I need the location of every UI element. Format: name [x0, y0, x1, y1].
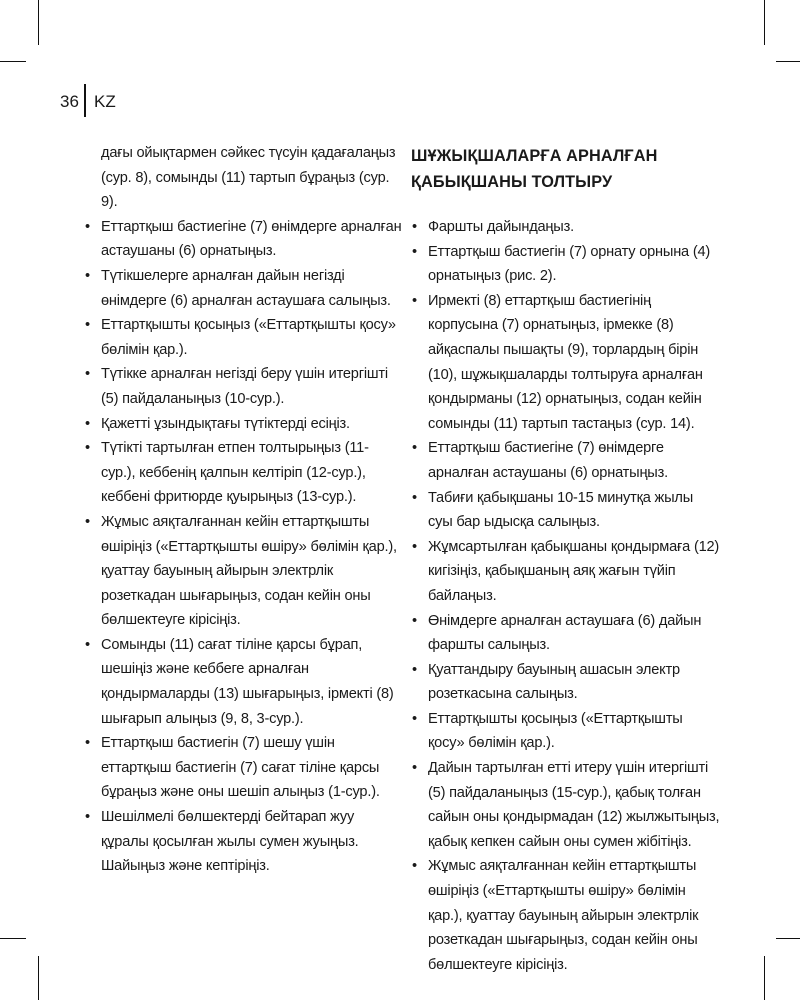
list-item: • Еттартқыш бастиегіне (7) өнімдерге арналған астаушаны (6) орнатыңыз.	[409, 436, 721, 485]
list-item: • Табиғи қабықшаны 10-15 минутқа жылы суы бар ыдысқа салыңыз.	[409, 486, 721, 535]
bullet-icon: •	[412, 710, 417, 727]
bullet-icon: •	[412, 243, 417, 260]
page-number-divider	[84, 84, 86, 117]
bullet-icon: •	[85, 415, 90, 432]
list-item: • Сомынды (11) сағат тіліне қарсы бұрап, шешіңіз және кеббеге арналған қондырмаларды (13) шығарыңыз, ірмекті (8) шығарып алыңыз (9, 8, 3-сур.).	[81, 633, 403, 731]
section-heading: ШҰЖЫҚШАЛАРҒА АРНАЛҒАН ҚАБЫҚШАНЫ ТОЛТЫРУ	[411, 147, 658, 191]
bullet-icon: •	[412, 538, 417, 555]
language-code: KZ	[94, 92, 116, 111]
crop-mark-bottom-left-vertical	[38, 956, 39, 1000]
list-item: • Түтікшелерге арналған дайын негізді өнімдерге (6) арналған астаушаға салыңыз.	[81, 264, 403, 313]
list-item: • Еттартқыш бастиегін (7) орнату орнына (4) орнатыңыз (рис. 2).	[409, 240, 721, 289]
bullet-icon: •	[85, 317, 90, 334]
list-item: • Еттартқыш бастиегін (7) шешу үшін еттартқыш бастиегін (7) сағат тіліне қарсы бұраңыз және оны шешіп алыңыз (1-сур.).	[81, 731, 403, 805]
list-item: • Жұмыс аяқталғаннан кейін еттартқышты өшіріңіз («Еттартқышты өшіру» бөлімін қар.), қуаттау бауының айырын электрлік розеткадан шығарыңыз, содан кейін оны бөлшектеуге кірісіңіз.	[409, 854, 721, 977]
bullet-icon: •	[85, 513, 90, 530]
bullet-icon: •	[412, 292, 417, 309]
crop-mark-top-right-vertical	[764, 0, 765, 45]
list-item: • Еттартқышты қосыңыз («Еттартқышты қосу» бөлімін қар.).	[409, 707, 721, 756]
bullet-icon: •	[85, 636, 90, 653]
list-item: • Ирмекті (8) еттартқыш бастиегінің корпусына (7) орнатыңыз, ірмекке (8) айқаспалы пышақты (9), торлардың бірін (10), шұжықшаларды толтыруға арналған қондырманы (12) орнатыңыз, содан кейін сомынды (11) тартып тастаңыз (сур. 14).	[409, 289, 721, 437]
page-number: 36	[60, 92, 79, 111]
list-item: • Қуаттандыру бауының ашасын электр розеткасына салыңыз.	[409, 658, 721, 707]
left-bullet-list	[81, 215, 403, 879]
crop-mark-bottom-right-horizontal	[776, 938, 800, 939]
bullet-icon: •	[412, 440, 417, 457]
bullet-icon: •	[85, 366, 90, 383]
list-item: • Еттартқыш бастиегіне (7) өнімдерге арналған астаушаны (6) орнатыңыз.	[81, 215, 403, 264]
crop-mark-bottom-right-vertical	[764, 956, 765, 1000]
list-item: • Қажетті ұзындықтағы түтіктерді есіңіз.	[81, 412, 403, 437]
list-item: • Түтікке арналған негізді беру үшін итергішті (5) пайдаланыңыз (10-сур.).	[81, 362, 403, 411]
list-item: • Дайын тартылған етті итеру үшін итергішті (5) пайдаланыңыз (15-сур.), қабық толған сайын оны қондырмадан (12) жылжытыңыз, қабық кепкен сайын оны сумен жібітіңіз.	[409, 756, 721, 854]
bullet-icon: •	[412, 219, 417, 235]
bullet-icon: •	[412, 661, 417, 678]
crop-mark-top-right-horizontal	[776, 61, 800, 62]
bullet-icon: •	[412, 612, 417, 629]
bullet-icon: •	[85, 218, 90, 235]
list-item: • Фаршты дайындаңыз.	[409, 215, 721, 240]
crop-mark-bottom-left-horizontal	[0, 938, 26, 939]
list-item: • Түтікті тартылған етпен толтырыңыз (11-сур.), кеббенің қалпын келтіріп (12-сур.), кеббені фритюрде қуырыңыз (13-сур.).	[81, 436, 403, 510]
list-item: • Жұмсартылған қабықшаны қондырмаға (12) кигізіңіз, қабықшаның аяқ жағын түйіп байлаңыз.	[409, 535, 721, 609]
crop-mark-top-left-horizontal	[0, 61, 26, 62]
continued-text: дағы ойықтармен сәйкес түсуін қадағалаңыз (сур. 8), сомынды (11) тартып бұраңыз (сур. 9).	[101, 145, 396, 211]
bullet-icon: •	[412, 489, 417, 506]
bullet-icon: •	[85, 735, 90, 752]
bullet-icon: •	[412, 760, 417, 777]
bullet-icon: •	[85, 267, 90, 284]
bullet-icon: •	[85, 809, 90, 826]
list-item: • Жұмыс аяқталғаннан кейін еттартқышты өшіріңіз («Еттартқышты өшіру» бөлімін қар.), қуаттау бауының айырын электрлік розеткадан шығарыңыз, содан кейін оны бөлшектеуге кірісіңіз.	[81, 510, 403, 633]
list-item: • Шешілмелі бөлшектерді бейтарап жуу құралы қосылған жылы сумен жуыңыз. Шайыңыз және кептіріңіз.	[81, 805, 403, 879]
left-column	[81, 141, 403, 879]
list-item: • Еттартқышты қосыңыз («Еттартқышты қосу» бөлімін қар.).	[81, 313, 403, 362]
bullet-icon: •	[412, 858, 417, 875]
right-column	[409, 141, 721, 977]
right-bullet-list	[409, 215, 721, 977]
crop-mark-top-left-vertical	[38, 0, 39, 45]
list-item: • Өнімдерге арналған астаушаға (6) дайын фаршты салыңыз.	[409, 609, 721, 658]
bullet-icon: •	[85, 440, 90, 457]
